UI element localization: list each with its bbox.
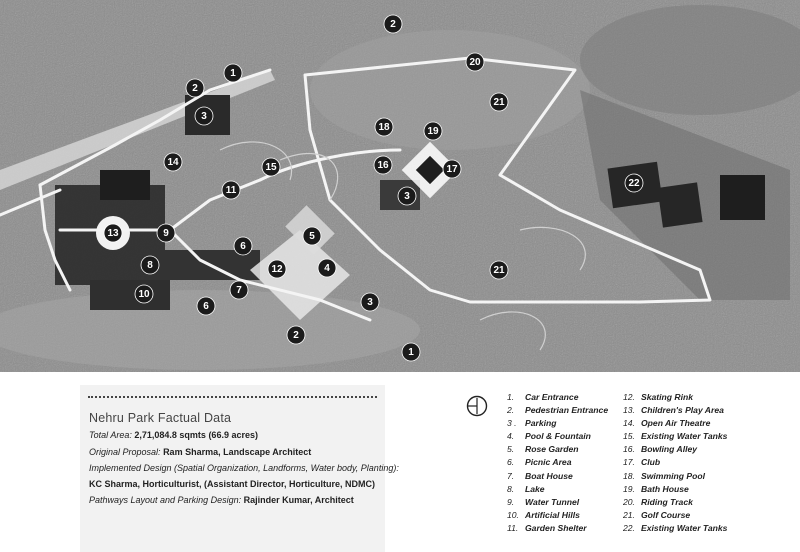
legend-item-label: Picnic Area bbox=[525, 457, 572, 468]
legend-column-2 bbox=[623, 391, 727, 535]
total-area-value: 2,71,084.8 sqmts (66.9 acres) bbox=[134, 430, 258, 440]
legend-item-number: 15. bbox=[623, 431, 635, 442]
legend-item-number: 3 . bbox=[507, 418, 517, 429]
legend-item-number: 1. bbox=[507, 392, 515, 402]
map-marker-20 bbox=[466, 53, 484, 71]
legend-item-number: 5. bbox=[507, 444, 515, 455]
legend-item-number: 10. bbox=[507, 509, 519, 520]
legend-item-label: Bath House bbox=[641, 483, 689, 494]
dotted-divider bbox=[88, 396, 377, 398]
original-proposal-value: Ram Sharma, Landscape Architect bbox=[163, 447, 312, 457]
legend-item bbox=[507, 496, 608, 509]
legend-item bbox=[623, 417, 727, 430]
legend-item-number: 12. bbox=[623, 392, 635, 402]
legend-item bbox=[507, 483, 608, 496]
map-marker-1 bbox=[224, 64, 242, 82]
legend-item-number: 11. bbox=[507, 522, 519, 533]
legend-item bbox=[507, 456, 608, 469]
legend-item bbox=[507, 430, 608, 443]
svg-text:15: 15 bbox=[265, 162, 277, 173]
svg-text:21: 21 bbox=[493, 265, 505, 276]
legend-item bbox=[507, 391, 608, 404]
map-marker-1 bbox=[402, 343, 420, 361]
original-proposal-line bbox=[89, 447, 311, 457]
legend-item-number: 13. bbox=[623, 405, 635, 416]
legend-item-label: Bowling Alley bbox=[641, 444, 698, 455]
legend-item bbox=[507, 522, 608, 535]
map-marker-4 bbox=[318, 259, 336, 277]
svg-text:14: 14 bbox=[167, 157, 179, 168]
legend-item-label: Existing Water Tanks bbox=[641, 431, 728, 442]
legend-item-label: Club bbox=[641, 457, 661, 468]
legend-item bbox=[623, 483, 727, 496]
svg-text:20: 20 bbox=[469, 57, 481, 68]
map-marker-3 bbox=[195, 107, 213, 125]
map-marker-5 bbox=[303, 227, 321, 245]
map-marker-6 bbox=[197, 297, 215, 315]
total-area-label: Total Area: bbox=[89, 430, 132, 440]
svg-text:3: 3 bbox=[404, 191, 410, 202]
map-marker-8 bbox=[141, 256, 159, 274]
svg-text:19: 19 bbox=[427, 126, 439, 137]
legend-item bbox=[507, 509, 608, 522]
legend-item-label: Children's Play Area bbox=[641, 405, 724, 416]
svg-text:3: 3 bbox=[367, 297, 373, 308]
map-marker-14 bbox=[164, 153, 182, 171]
svg-text:17: 17 bbox=[446, 164, 458, 175]
north-arrow-icon bbox=[466, 395, 488, 417]
svg-text:18: 18 bbox=[378, 122, 390, 133]
map-marker-3 bbox=[398, 187, 416, 205]
map-marker-15 bbox=[262, 158, 280, 176]
legend-item bbox=[623, 509, 727, 522]
map-marker-2 bbox=[384, 15, 402, 33]
legend-item bbox=[623, 496, 727, 509]
svg-text:22: 22 bbox=[628, 178, 640, 189]
pathways-value: Rajinder Kumar, Architect bbox=[243, 495, 354, 505]
legend-item-number: 20. bbox=[623, 496, 635, 507]
legend-item-number: 2. bbox=[507, 405, 515, 416]
map-marker-9 bbox=[157, 224, 175, 242]
pathways-line bbox=[89, 495, 354, 505]
svg-text:3: 3 bbox=[201, 111, 207, 122]
legend-item-label: Artificial Hills bbox=[525, 509, 580, 520]
svg-text:21: 21 bbox=[493, 97, 505, 108]
legend-item bbox=[507, 417, 608, 430]
svg-text:8: 8 bbox=[147, 260, 153, 271]
legend-item-label: Pool & Fountain bbox=[525, 431, 591, 442]
pathways-label: Pathways Layout and Parking Design: bbox=[89, 495, 242, 505]
legend-column-1 bbox=[507, 391, 608, 535]
legend-item-number: 21. bbox=[623, 509, 635, 520]
legend-item-number: 9. bbox=[507, 496, 515, 507]
svg-text:4: 4 bbox=[324, 263, 330, 274]
svg-text:1: 1 bbox=[230, 68, 236, 79]
svg-text:13: 13 bbox=[107, 228, 119, 239]
map-marker-16 bbox=[374, 156, 392, 174]
implemented-design-label: Implemented Design (Spatial Organization, Landforms, Water body, Planting): bbox=[89, 463, 399, 473]
map-marker-11 bbox=[222, 181, 240, 199]
legend-item-label: Open Air Theatre bbox=[641, 418, 711, 429]
map-marker-21 bbox=[490, 93, 508, 111]
svg-text:12: 12 bbox=[271, 264, 283, 275]
legend-item-label: Swimming Pool bbox=[641, 470, 705, 481]
map-marker-6 bbox=[234, 237, 252, 255]
legend-item-label: Lake bbox=[525, 483, 545, 494]
legend-item bbox=[623, 470, 727, 483]
map-marker-2 bbox=[287, 326, 305, 344]
map-marker-22 bbox=[625, 174, 643, 192]
legend-item-number: 17. bbox=[623, 457, 635, 468]
legend-item-number: 22. bbox=[623, 522, 635, 533]
svg-text:2: 2 bbox=[192, 83, 198, 94]
svg-text:11: 11 bbox=[225, 185, 237, 196]
legend-item-label: Rose Garden bbox=[525, 444, 579, 455]
legend-item-label: Skating Rink bbox=[641, 392, 694, 402]
map-marker-19 bbox=[424, 122, 442, 140]
legend-item bbox=[623, 391, 727, 404]
total-area-line bbox=[89, 430, 258, 440]
svg-text:9: 9 bbox=[163, 228, 169, 239]
legend-item bbox=[507, 470, 608, 483]
svg-text:5: 5 bbox=[309, 231, 315, 242]
svg-text:2: 2 bbox=[390, 19, 396, 30]
legend-item bbox=[623, 522, 727, 535]
legend-item-number: 7. bbox=[507, 470, 515, 481]
map-marker-2 bbox=[186, 79, 204, 97]
legend-item-label: Car Entrance bbox=[525, 392, 579, 402]
legend-item-label: Existing Water Tanks bbox=[641, 522, 728, 533]
legend-item bbox=[623, 430, 727, 443]
map-marker-13 bbox=[104, 224, 122, 242]
svg-text:16: 16 bbox=[377, 160, 389, 171]
svg-text:2: 2 bbox=[293, 330, 299, 341]
legend-item-label: Golf Course bbox=[641, 509, 691, 520]
original-proposal-label: Original Proposal: bbox=[89, 447, 161, 457]
svg-text:6: 6 bbox=[203, 301, 209, 312]
legend-item-label: Parking bbox=[525, 418, 557, 429]
factual-data-panel bbox=[80, 385, 399, 552]
legend-item bbox=[507, 404, 608, 417]
legend-item bbox=[623, 404, 727, 417]
legend-item bbox=[623, 456, 727, 469]
svg-text:1: 1 bbox=[408, 347, 414, 358]
svg-text:10: 10 bbox=[138, 289, 150, 300]
legend-item bbox=[623, 443, 727, 456]
legend-item-label: Water Tunnel bbox=[525, 496, 580, 507]
map-marker-17 bbox=[443, 160, 461, 178]
map-marker-7 bbox=[230, 281, 248, 299]
map-marker-10 bbox=[135, 285, 153, 303]
legend-item-number: 4. bbox=[507, 431, 515, 442]
legend-item-label: Pedestrian Entrance bbox=[525, 405, 609, 416]
legend-item-number: 16. bbox=[623, 444, 635, 455]
svg-text:7: 7 bbox=[236, 285, 242, 296]
map-marker-21 bbox=[490, 261, 508, 279]
legend-item-number: 18. bbox=[623, 470, 635, 481]
implemented-design-value: KC Sharma, Horticulturist, (Assistant Director, Horticulture, NDMC) bbox=[89, 479, 376, 489]
legend-item-number: 14. bbox=[623, 418, 635, 429]
legend-item-number: 6. bbox=[507, 457, 515, 468]
map-marker-12 bbox=[268, 260, 286, 278]
svg-text:6: 6 bbox=[240, 241, 246, 252]
legend-item-label: Garden Shelter bbox=[525, 522, 587, 533]
legend-item-number: 8. bbox=[507, 483, 515, 494]
panel-title: Nehru Park Factual Data bbox=[89, 411, 232, 425]
legend-item bbox=[507, 443, 608, 456]
map-marker-18 bbox=[375, 118, 393, 136]
map-marker-3 bbox=[361, 293, 379, 311]
legend-item-label: Riding Track bbox=[641, 496, 693, 507]
legend-item-number: 19. bbox=[623, 483, 635, 494]
legend-item-label: Boat House bbox=[525, 470, 573, 481]
